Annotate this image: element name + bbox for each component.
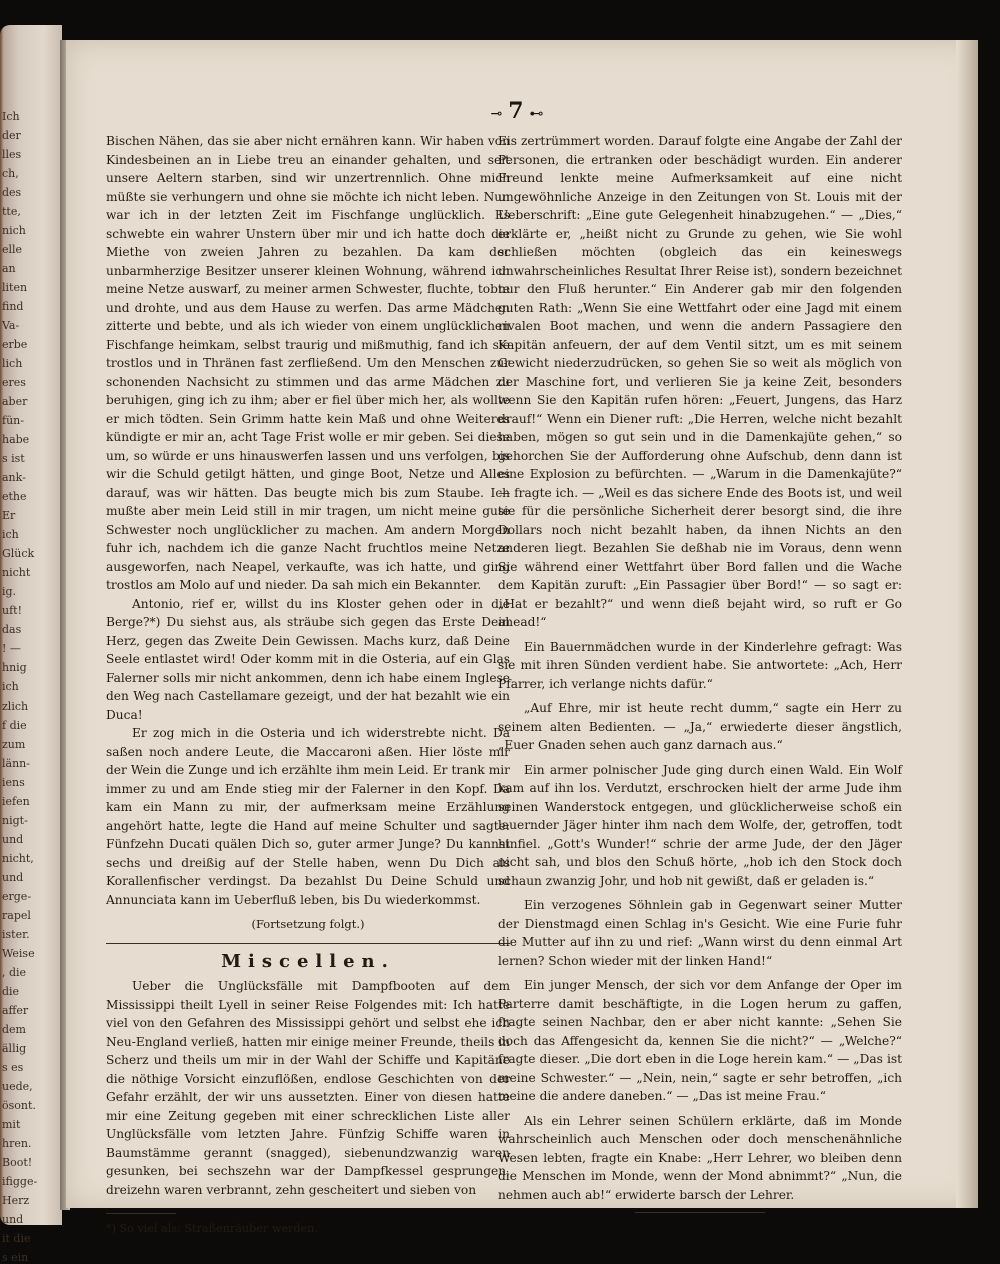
margin-fragment: dem [2, 1022, 26, 1036]
margin-fragment: lich [2, 357, 23, 371]
margin-fragment: habe [2, 433, 30, 447]
margin-fragment: uft! [2, 604, 22, 618]
margin-fragment: liten [2, 281, 28, 295]
margin-fragment: Ich [2, 110, 20, 123]
margin-fragment: das [2, 623, 22, 637]
margin-fragment: f die [2, 718, 27, 732]
margin-fragment: lles [2, 148, 22, 162]
margin-fragment: hnig [2, 661, 27, 675]
margin-fragment: Va- [2, 319, 20, 333]
anecdote-paragraph: Ein armer polnischer Jude ging durch einen Wald. Ein Wolf kam auf ihn los. Verdutzt, erschrocken hielt der arme Jude ihm seinen Wanderstock entgegen, und glücklicherweise schoß ein lauernder Jäger hinter ihm nach dem Wolfe, der, getroffen, todt hinfiel. „Gott's Wunder!“ schrie der arme Jude, der den Jäger nicht sah, und blos den Schuß hörte, „hob ich den Stock doch schaun zwanzig Johr, und hob nit gewißt, daß er geladen is.“ [498, 762, 902, 888]
ornament-left-icon: ⊸ [490, 106, 503, 122]
margin-fragment: Glück [2, 547, 35, 561]
end-divider [635, 1212, 765, 1213]
anecdote-paragraph: Ein verzogenes Söhnlein gab in Gegenwart seiner Mutter der Dienstmagd einen Schlag in's Gesicht. Wie eine Furie fuhr die Mutter auf ihn zu und rief: „Wann wirst du denn einmal Art lernen? Schon wieder mit der linken Hand!“ [498, 898, 902, 968]
margin-fragment: affer [2, 1003, 29, 1017]
margin-fragment: und [2, 832, 24, 846]
book-page [66, 40, 978, 1235]
margin-fragment: Er [2, 509, 16, 523]
margin-fragment: nich [2, 224, 26, 238]
margin-fragment: s es [2, 1060, 24, 1074]
margin-fragment: mit [2, 1117, 21, 1131]
anecdote-paragraph: „Auf Ehre, mir ist heute recht dumm,“ sagte ein Herr zu seinem alten Bedienten. — „Ja,“ erwiederte dieser ängstlich, „Euer Gnaden sehen auch ganz darnach aus.“ [498, 701, 902, 752]
margin-fragment: elle [2, 243, 23, 257]
footnote: *) So viel als: Straßenräuber werden. [106, 1222, 318, 1235]
margin-fragment: die [2, 984, 20, 998]
margin-fragment: rapel [2, 908, 31, 922]
anecdote-paragraph: Ein junger Mensch, der sich vor dem Anfange der Oper im Parterre damit beschäftigte, in die Logen herum zu gaffen, fragte seinen Nachbar, den er aber nicht kannte: „Sehen Sie doch das Affengesicht da, kennen Sie die nicht?“ — „Welche?“ fragte dieser. „Die dort eben in die Loge herein kam.“ — „Das ist meine Schwester.“ — „Nein, nein,“ sagte er sehr betroffen, „ich meine die andere daneben.“ — „Das ist meine Frau.“ [498, 978, 902, 1103]
story-paragraph: Antonio, rief er, willst du ins Kloster gehen oder in die Berge?*) Du siehst aus, als sträube sich gegen das Erste Dein Herz, gegen das Zweite Dein Gewissen. Machs kurz, daß Deine Seele entlastet wird! Oder komm mit in die Osteria, auf ein Glas Falerner solls mir nicht ankommen, denn ich habe einem Inglese den Weg nach Castellamare gezeigt, und der hat bezahlt wie ein Duca! [106, 596, 510, 722]
ornament-right-icon: ⊷ [529, 106, 544, 122]
margin-fragment: eres [2, 376, 26, 390]
page-edge-shadow [956, 40, 978, 1208]
margin-fragment: s ein [2, 1250, 29, 1264]
page-number: 7 [508, 98, 524, 124]
margin-fragment: und [2, 870, 24, 884]
margin-fragment: ank- [2, 471, 26, 485]
margin-fragment: fün- [2, 414, 24, 428]
left-column [106, 132, 510, 1239]
margin-fragment: zum [2, 737, 26, 751]
margin-fragment: des [2, 186, 22, 200]
margin-fragment: , die [2, 965, 27, 979]
section-heading: Miscellen. [221, 950, 395, 972]
margin-fragment: nigt- [2, 813, 28, 827]
margin-fragment: aber [2, 395, 28, 409]
section-divider [106, 943, 510, 944]
margin-fragment: zlich [2, 699, 29, 713]
margin-fragment: s ist [2, 452, 25, 466]
margin-fragment: ch, [2, 167, 19, 181]
margin-fragment: Weise [2, 946, 35, 960]
continuation-note: (Fortsetzung folgt.) [251, 917, 365, 931]
margin-fragment: ister. [2, 927, 30, 941]
story-paragraph: Bischen Nähen, das sie aber nicht ernähren kann. Wir haben von Kindesbeinen an in Liebe treu an einander gehalten, und seit unsere Aeltern starben, sind wir unzertrennlich. Ohne mich müßte sie verhungern und ohne sie möchte ich nicht leben. Nun war ich in der letzten Zeit im Fischfange unglücklich. Es schwebte ein wahrer Unstern über mir und ich hatte doch die Miethe von zweien Jahren zu bezahlen. Da kam der unbarmherzige Besitzer unserer kleinen Wohnung, während ich meine Netze auswarf, zu meiner armen Schwester, fluchte, tobte und drohte, und aus dem Hause zu werfen. Das arme Mädchen zitterte und bebte, und als ich wieder von einem unglücklichen Fischfange heimkam, selbst traurig und mißmuthig, fand ich sie trostlos und in Thränen fast zerfließend. Um den Menschen zur schonenden Nachsicht zu stimmen und das arme Mädchen zu beruhigen, ging ich zu ihm; aber er fiel über mich her, als wollte er mich tödten. Sein Grimm hatte kein Maß und ohne Weiteres kündigte er mir an, acht Tage Frist wolle er mir geben. Sei diese um, so würde er uns hinauswerfen lassen und uns verfolgen, bis wir die Schuld getilgt hätten, und ginge Boot, Netze und Alles darauf, was wir hätten. Das beugte mich bis zum Staube. Ich mußte aber mein Leid still in mir tragen, um nicht meine gute Schwester noch unglücklicher zu machen. Am andern Morgen fuhr ich, nachdem ich die ganze Nacht fruchtlos meine Netze ausgeworfen, nach Neapel, verkaufte, was ich hatte, und ging trostlos am Molo auf und nieder. Da sah mich ein Bekannter. [106, 134, 510, 592]
margin-fragment: ösont. [2, 1098, 36, 1112]
misc-paragraph: Ueber die Unglücksfälle mit Dampfbooten auf dem Mississippi theilt Lyell in seiner Reise Folgendes mit: Ich hatte viel von den Gefahren des Mississippi gehört und selbst ehe ich Neu-England verließ, hatten mir einige meiner Freunde, theils in Scherz und theils um mir in der Wahl der Schiffe und Kapitäne die nöthige Vorsicht einzuflößen, endlose Geschichten von der Gefahr erzählt, der wir uns aussetzten. Einer von diesen hatte mir eine Zeitung gegeben mit einer schrecklichen Liste aller Unglücksfälle vom letzten Jahre. Fünfzig Schiffe waren in Baumstämme gerannt (snagged), siebenundzwanzig waren gesunken, bei sechszehn war der Dampfkessel gesprungen, dreizehn waren verbrannt, zehn gescheitert und sieben von [106, 979, 510, 1197]
margin-fragment: it die [2, 1231, 31, 1245]
anecdote-paragraph: Als ein Lehrer seinen Schülern erklärte, daß im Monde wahrscheinlich auch Menschen oder doch menschenähnliche Wesen lebten, fragte ein Knabe: „Herr Lehrer, wo bleiben denn die Menschen im Monde, wenn der Mond abnimmt?“ „Nun, die nehmen auch ab!“ erwiderte barsch der Lehrer. [498, 1113, 902, 1202]
margin-fragment: nicht, [2, 851, 34, 865]
misc-paragraph: Eis zertrümmert worden. Darauf folgte eine Angabe der Zahl der Personen, die ertranken oder beschädigt wurden. Ein anderer Freund lenkte meine Aufmerksamkeit auf eine nicht ungewöhnliche Anzeige in den Zeitungen von St. Louis mit der Ueberschrift: „Eine gute Gelegenheit hinabzugehen.“ — „Dies,“ erklärte er, „heißt nicht zu Grunde zu gehen, wie Sie wohl schließen möchten (obgleich das ein keineswegs unwahrscheinliches Resultat Ihrer Reise ist), sondern bezeichnet nur den Fluß herunter.“ Ein Anderer gab mir den folgenden guten Rath: „Wenn Sie eine Wettfahrt oder eine Jagd mit einem rivalen Boot machen, und wenn die andern Passagiere den Kapitän anfeuern, der auf dem Ventil sitzt, um es mit seinem Gewicht niederzudrücken, so gehen Sie so weit als möglich von der Maschine fort, und verlieren Sie ja keine Zeit, besonders wenn Sie den Kapitän rufen hören: „Feuert, Jungens, das Harz drauf!“ Wenn ein Diener ruft: „Die Herren, welche nicht bezahlt haben, mögen so gut sein und in die Damenkajüte gehen,“ so gehorchen Sie der Aufforderung ohne Aufschub, denn dann ist eine Explosion zu befürchten. — „Warum in die Damenkajüte?“ — fragte ich. — „Weil es das sichere Ende des Boots ist, und weil sie für die persönliche Sicherheit derer besorgt sind, die ihre Dollars noch nicht bezahlt haben, da ihnen Nichts an den anderen liegt. Bezahlen Sie deßhab nie im Voraus, denn wenn Sie während einer Wettfahrt über Bord fallen und die Wache dem Kapitän zuruft: „Ein Passagier über Bord!“ — so sagt er: „Hat er bezahlt?“ und wenn dieß bejaht wird, so ruft er Go ahead!“ [498, 134, 902, 629]
margin-fragment: ich [2, 528, 19, 542]
margin-fragment: ig. [2, 585, 17, 599]
story-paragraph: Er zog mich in die Osteria und ich widerstrebte nicht. Da saßen noch andere Leute, die Maccaroni aßen. Hier löste mir der Wein die Zunge und ich erzählte ihm mein Leid. Er trank mir immer zu und am Ende stieg mir der Falerner in den Kopf. Da kam ein Mann zu mir, der aufmerksam meine Erzählung angehört hatte, legte die Hand auf meine Schulter und sagte: Fünfzehn Ducati quälen Dich so, guter armer Junge? Du kannst sechs und dreißig auf der Stelle haben, wenn Du Dich als Korallenfischer verdingst. Da bezahlst Du Deine Schuld und Annunciata kann im Ueberfluß leben, bis Du wiederkommst. [106, 726, 510, 907]
anecdote-paragraph: Ein Bauernmädchen wurde in der Kinderlehre gefragt: Was sie mit ihren Sünden verdient habe. Sie antwortete: „Ach, Herr Pfarrer, ich verlange nichts dafür.“ [498, 639, 902, 691]
previous-page-edge [0, 25, 62, 1264]
page-header [462, 98, 572, 124]
margin-fragment: ethe [2, 490, 27, 504]
margin-fragment: hren. [2, 1136, 32, 1150]
margin-fragment: länn- [2, 756, 30, 770]
margin-fragment: Boot! [2, 1155, 33, 1169]
margin-fragment: erge- [2, 889, 32, 903]
margin-fragment: ! — [2, 642, 21, 656]
margin-fragment: ifigge- [2, 1174, 38, 1188]
margin-fragment: tte, [2, 205, 21, 219]
margin-fragment: nicht [2, 566, 31, 580]
margin-fragment: iens [2, 775, 25, 789]
margin-fragment: Herz [2, 1193, 30, 1207]
margin-fragment: find [2, 300, 24, 314]
margin-fragment: ällig [2, 1041, 27, 1055]
margin-fragment: an [2, 262, 16, 276]
margin-fragment: ich [2, 680, 19, 694]
margin-fragment: erbe [2, 338, 28, 352]
margin-fragment: der [2, 129, 21, 143]
margin-fragment: uede, [2, 1079, 33, 1093]
margin-fragment: und [2, 1212, 24, 1226]
right-column [498, 132, 902, 1221]
footnote-divider [106, 1213, 176, 1214]
margin-fragment: iefen [2, 794, 30, 808]
